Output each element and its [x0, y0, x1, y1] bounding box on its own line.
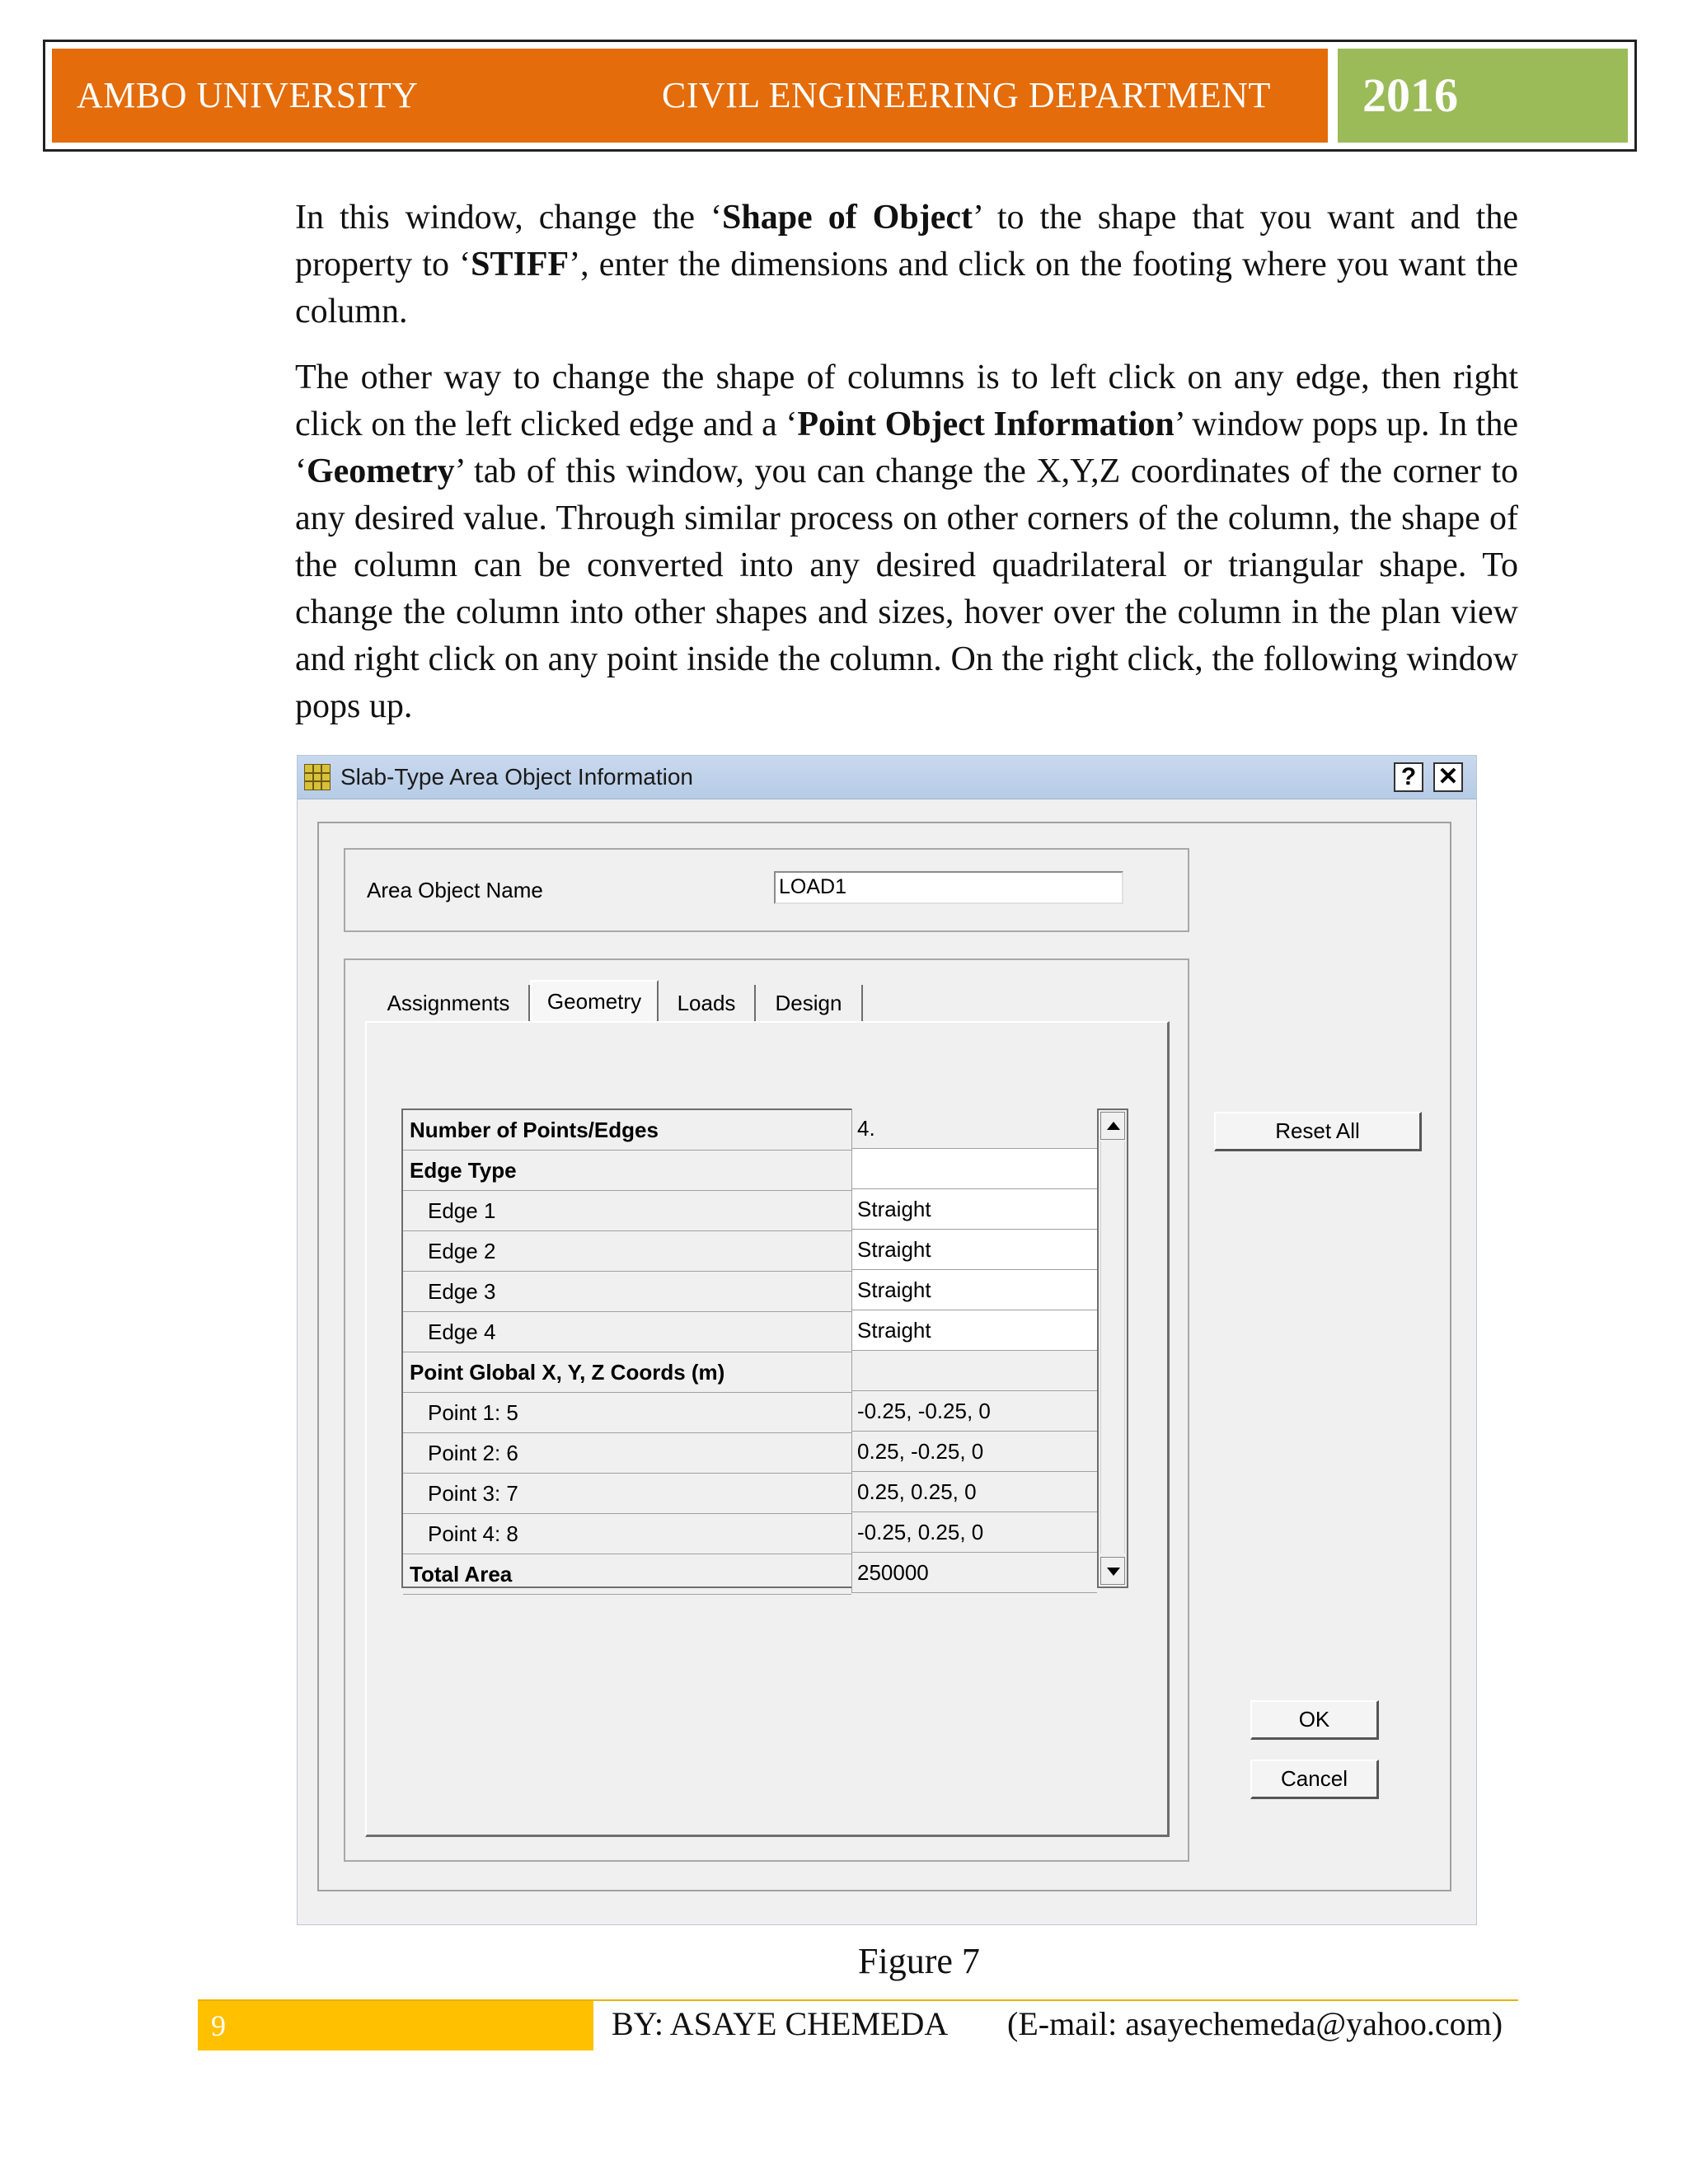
header-green-band [1338, 49, 1628, 143]
footer-email: (E-mail: asayechemeda@yahoo.com) [1007, 2005, 1503, 2042]
cancel-button[interactable]: Cancel [1250, 1760, 1379, 1799]
bold-term: Shape of Object [721, 199, 973, 237]
header-university: AMBO UNIVERSITY [77, 75, 419, 115]
text-run: ’ tab of this window, you can change the X,Y,Z coordinates of the corner to any desired value. Through similar process on other corners of the column, the shape of the column can be converted into any desired quadrilateral or triangular shape. To change the column into other shapes and sizes, hover over the column in the plan view and right click on any point inside the column. On the right click, the following window pops up. [295, 452, 1518, 725]
grid-row-value[interactable]: -0.25, -0.25, 0 [851, 1391, 1097, 1432]
grid-row-value[interactable]: 0.25, 0.25, 0 [851, 1472, 1097, 1512]
grid-row-value[interactable]: Straight [851, 1310, 1097, 1351]
bold-term: Point Object Information [797, 405, 1175, 443]
grid-row-value[interactable]: 4. [851, 1108, 1097, 1149]
bold-term: Geometry [307, 452, 455, 490]
grid-row-label: Total Area [403, 1554, 851, 1595]
grid-row-value[interactable]: Straight [851, 1230, 1097, 1270]
tab-assignments[interactable]: Assignments [368, 985, 530, 1021]
grid-row-label: Edge 1 [403, 1191, 851, 1231]
app-grid-icon [304, 764, 331, 790]
grid-row-value[interactable] [851, 1351, 1097, 1391]
area-object-name-group [344, 848, 1189, 932]
geometry-grid-values [851, 1108, 1097, 1588]
paragraph-1 [295, 194, 1518, 335]
text-run: In this window, change the ‘ [295, 199, 722, 237]
grid-row-value[interactable]: 250000 [851, 1553, 1097, 1593]
area-object-name-field[interactable]: LOAD1 [774, 871, 1123, 904]
arrow-down-icon [1107, 1568, 1120, 1576]
geometry-grid-labels [401, 1108, 851, 1588]
grid-row-value[interactable] [851, 1149, 1097, 1189]
arrow-up-icon [1107, 1122, 1120, 1130]
tab-geometry[interactable]: Geometry [530, 980, 659, 1023]
grid-row-label: Edge 3 [403, 1272, 851, 1312]
header-orange-band [52, 49, 1328, 143]
header-department: CIVIL ENGINEERING DEPARTMENT [662, 75, 1271, 115]
area-object-name-label: Area Object Name [367, 878, 543, 902]
figure-caption: Figure 7 [858, 1941, 980, 1981]
dialog-title: Slab-Type Area Object Information [340, 764, 693, 790]
grid-row-label: Edge Type [403, 1151, 851, 1191]
dialog-titlebar [298, 756, 1476, 799]
tab-design[interactable]: Design [756, 985, 863, 1021]
grid-row-label: Point 3: 7 [403, 1474, 851, 1514]
grid-row-label: Edge 4 [403, 1312, 851, 1352]
grid-row-value[interactable]: -0.25, 0.25, 0 [851, 1512, 1097, 1553]
text-run: ’ to the shape that you want and the property to ‘ [295, 199, 1518, 284]
tab-loads[interactable]: Loads [659, 985, 756, 1021]
scroll-track[interactable] [1100, 1141, 1125, 1554]
page-number: 9 [198, 2001, 593, 2050]
grid-row-value[interactable]: Straight [851, 1189, 1097, 1230]
bold-term: STIFF [471, 246, 570, 284]
help-icon[interactable]: ? [1394, 762, 1423, 792]
grid-row-label: Edge 2 [403, 1231, 851, 1272]
ok-button[interactable]: OK [1250, 1700, 1379, 1740]
grid-row-value[interactable]: Straight [851, 1270, 1097, 1310]
text-run: ’ window pops up. In the ‘ [295, 405, 1518, 490]
grid-scrollbar[interactable] [1097, 1108, 1128, 1588]
tabs-group [344, 958, 1189, 1862]
footer-author: BY: ASAYE CHEMEDA [612, 2005, 949, 2042]
grid-row-label: Point 4: 8 [403, 1514, 851, 1554]
header-year: 2016 [1362, 68, 1458, 122]
page-header [43, 40, 1637, 152]
close-icon[interactable]: ✕ [1433, 762, 1463, 792]
paragraph-2 [295, 354, 1518, 730]
scroll-down-button[interactable] [1100, 1557, 1125, 1585]
geometry-tab-page [365, 1021, 1170, 1837]
text-run: ’, enter the dimensions and click on the footing where you want the column. [295, 246, 1518, 330]
grid-row-label: Point 2: 6 [403, 1433, 851, 1474]
grid-row-label: Number of Points/Edges [403, 1110, 851, 1151]
reset-all-button[interactable]: Reset All [1214, 1112, 1422, 1151]
text-run: The other way to change the shape of columns is to left click on any edge, then right click on the left clicked edge and a ‘ [295, 359, 1518, 443]
grid-row-label: Point Global X, Y, Z Coords (m) [403, 1352, 851, 1393]
grid-row-label: Point 1: 5 [403, 1393, 851, 1433]
scroll-up-button[interactable] [1100, 1112, 1125, 1140]
slab-area-object-dialog [297, 755, 1477, 1925]
grid-row-value[interactable]: 0.25, -0.25, 0 [851, 1432, 1097, 1472]
